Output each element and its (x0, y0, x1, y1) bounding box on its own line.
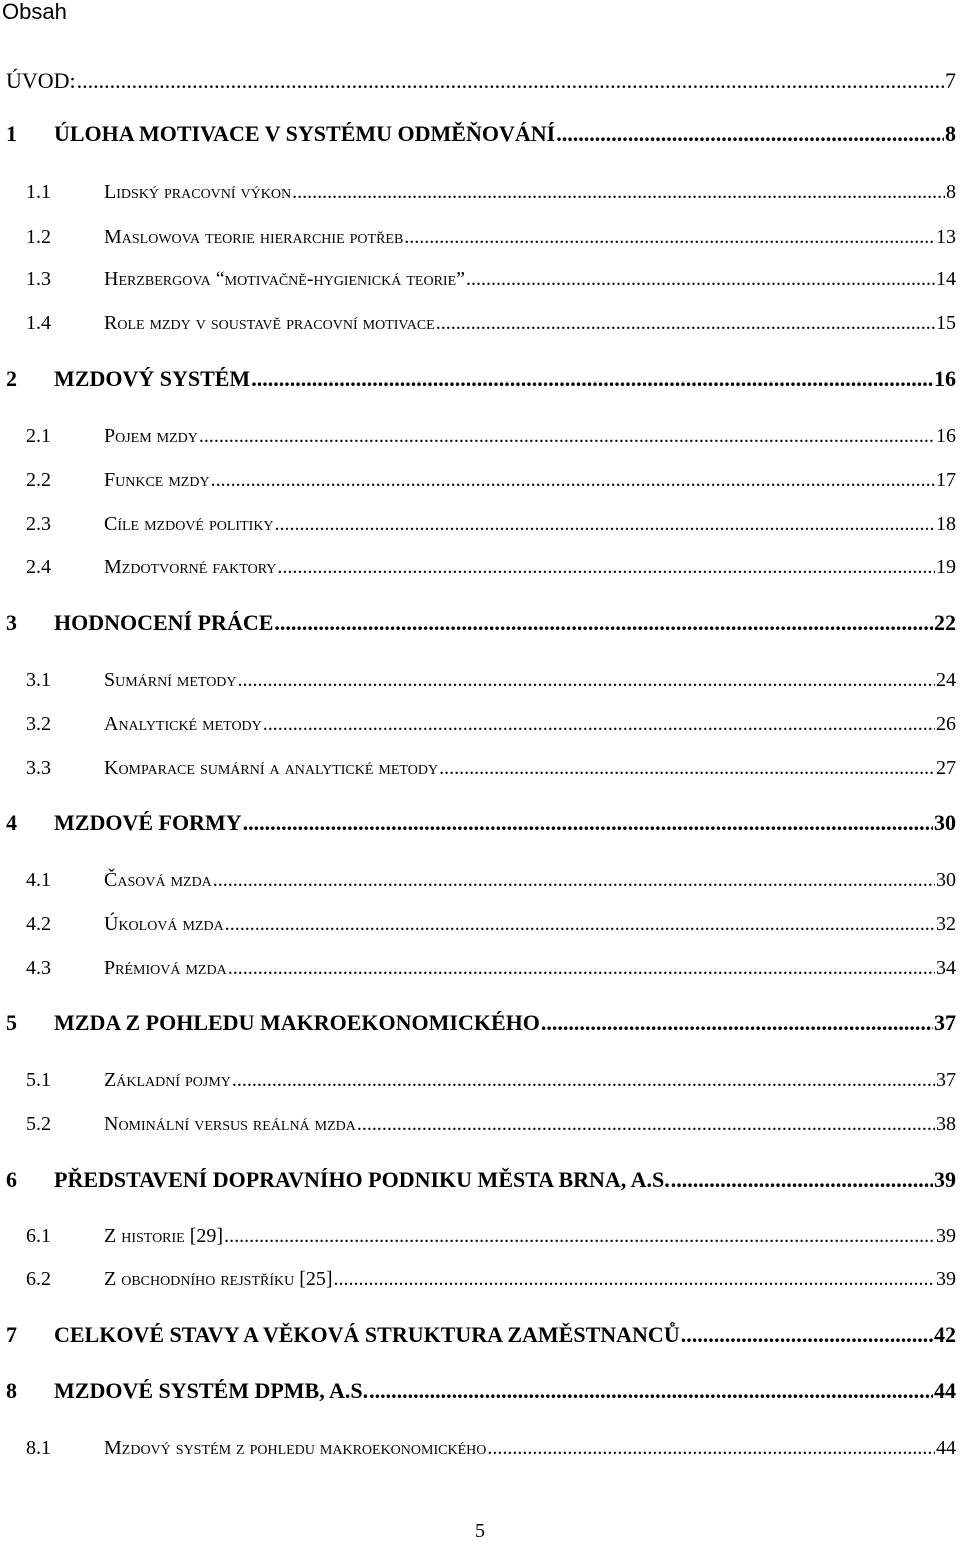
toc-entry-title: Maslowova teorie hierarchie potřeb (104, 226, 404, 248)
dot-leader (671, 1165, 933, 1195)
toc-entry-page: 39 (936, 1225, 956, 1247)
toc-entry-number: 8.1 (26, 1437, 51, 1459)
toc-entry-number: 5 (6, 1010, 17, 1035)
toc-entry-title: Mzdotvorné faktory (104, 556, 277, 578)
dot-leader (466, 265, 935, 293)
toc-entry-page: 19 (936, 556, 956, 578)
toc-entry-page: 44 (934, 1378, 956, 1403)
toc-entry-number: 1 (6, 121, 17, 146)
toc-entry-number: 5.2 (26, 1113, 51, 1135)
toc-entry-3-3[interactable] (0, 754, 956, 782)
toc-entry-title: Z obchodního rejstříku [25] (104, 1268, 333, 1290)
toc-entry-title: ÚLOHA MOTIVACE V SYSTÉMU ODMĚŇOVÁNÍ (54, 121, 556, 146)
dot-leader (243, 808, 933, 838)
toc-entry-title: Pojem mzdy (104, 425, 198, 447)
toc-entry-page: 39 (934, 1167, 956, 1192)
dot-leader (681, 1320, 933, 1350)
toc-entry-title: MZDOVÝ SYSTÉM (54, 366, 251, 391)
toc-entry-title: HODNOCENÍ PRÁCE (54, 610, 274, 635)
toc-entry-page: 15 (936, 312, 956, 334)
page-number: 5 (475, 1520, 485, 1542)
toc-entry-page: 39 (936, 1268, 956, 1290)
toc-entry-page: 37 (934, 1010, 956, 1035)
toc-entry-title: PŘEDSTAVENÍ DOPRAVNÍHO PODNIKU MĚSTA BRNA, A.S. (54, 1167, 670, 1192)
toc-entry-title: Role mzdy v soustavě pracovní motivace (104, 312, 435, 334)
dot-leader (224, 1222, 935, 1250)
toc-entry-number: 5.1 (26, 1069, 51, 1091)
toc-entry-page: 26 (936, 713, 956, 735)
dot-leader (334, 1265, 935, 1293)
dot-leader (77, 66, 944, 96)
toc-entry-page: 18 (936, 513, 956, 535)
toc-entry-page: 16 (936, 425, 956, 447)
dot-leader (228, 954, 935, 982)
toc-entry-number: 6.1 (26, 1225, 51, 1247)
dot-leader (404, 223, 935, 251)
toc-entry-page: 14 (936, 268, 956, 290)
toc-entry-title: Sumární metody (104, 669, 237, 691)
toc-entry-number: 4 (6, 810, 17, 835)
toc-entry-title: Základní pojmy (104, 1069, 231, 1091)
toc-entry-5-1[interactable] (0, 1066, 956, 1094)
toc-entry-1-2[interactable] (0, 223, 956, 251)
dot-leader (263, 710, 935, 738)
toc-entry-3[interactable] (0, 608, 956, 638)
toc-entry-number: 4.2 (26, 913, 51, 935)
toc-entry-page: 8 (945, 121, 956, 146)
toc-entry-1-4[interactable] (0, 309, 956, 337)
dot-leader (487, 1434, 935, 1462)
dot-leader (275, 510, 935, 538)
toc-entry-title: MZDA Z POHLEDU MAKROEKONOMICKÉHO (54, 1010, 540, 1035)
toc-entry-page: 22 (934, 610, 956, 635)
toc-entry-7[interactable] (0, 1320, 956, 1350)
toc-entry-page: 16 (934, 366, 956, 391)
toc-entry-number: 2.1 (26, 425, 51, 447)
toc-entry-5-2[interactable] (0, 1110, 956, 1138)
toc-entry-6[interactable] (0, 1165, 956, 1195)
toc-entry-title: Funkce mzdy (104, 469, 210, 491)
toc-entry-page: 34 (936, 957, 956, 979)
toc-entry-title: MZDOVÉ SYSTÉM DPMB, A.S. (54, 1378, 369, 1403)
toc-entry-title: Herzbergova “motivačně-hygienická teorie” (104, 268, 465, 290)
toc-entry-page: 27 (936, 757, 956, 779)
toc-entry-page: 17 (936, 469, 956, 491)
toc-entry-1-3[interactable] (0, 265, 956, 293)
dot-leader (292, 178, 945, 206)
toc-entry-number: 3.3 (26, 757, 51, 779)
toc-entry-title: Z historie [29] (104, 1225, 224, 1247)
toc-entry-title: Časová mzda (104, 869, 212, 891)
toc-entry-page: 30 (936, 869, 956, 891)
toc-entry-page: 37 (936, 1069, 956, 1091)
toc-entry-title: MZDOVÉ FORMY (54, 810, 242, 835)
toc-entry-number: 2 (6, 366, 17, 391)
toc-entry-page: 8 (946, 181, 956, 203)
toc-entry-title: Prémiová mzda (104, 957, 227, 979)
dot-leader (436, 309, 935, 337)
dot-leader (274, 608, 933, 638)
toc-entry-number: 7 (6, 1322, 17, 1347)
toc-entry-number: 2.4 (26, 556, 51, 578)
toc-entry-title: ÚVOD: (6, 68, 76, 93)
toc-entry-title: Nominální versus reálná mzda (104, 1113, 356, 1135)
toc-entry-number: 4.3 (26, 957, 51, 979)
toc-entry-title: Lidský pracovní výkon (104, 181, 292, 203)
toc-entry-page: 44 (936, 1437, 956, 1459)
toc-entry-number: 6 (6, 1167, 17, 1192)
dot-leader (251, 364, 933, 394)
toc-entry-8-1[interactable] (0, 1434, 956, 1462)
toc-entry-6-2[interactable] (0, 1265, 956, 1293)
dot-leader (199, 422, 935, 450)
toc-entry-page: 42 (934, 1322, 956, 1347)
dot-leader (439, 754, 935, 782)
toc-entry-title: Mzdový systém z pohledu makroekonomického (104, 1437, 487, 1459)
toc-entry-page: 32 (936, 913, 956, 935)
dot-leader (357, 1110, 935, 1138)
toc-entry-page: 38 (936, 1113, 956, 1135)
toc-entry-title: Komparace sumární a analytické metody (104, 757, 439, 779)
toc-entry-4-1[interactable] (0, 866, 956, 894)
toc-heading: Obsah (2, 0, 67, 24)
dot-leader (238, 666, 935, 694)
toc-entry-title: Cíle mzdové politiky (104, 513, 274, 535)
toc-entry-number: 2.2 (26, 469, 51, 491)
toc-entry-number: 2.3 (26, 513, 51, 535)
toc-entry-8[interactable] (0, 1376, 956, 1406)
toc-entry-5[interactable] (0, 1008, 956, 1038)
toc-entry-1[interactable] (0, 119, 956, 149)
toc-entry-4[interactable] (0, 808, 956, 838)
toc-entry-2-3[interactable] (0, 510, 956, 538)
dot-leader (277, 553, 935, 581)
toc-entry-number: 1.3 (26, 268, 51, 290)
toc-entry-page: 30 (934, 810, 956, 835)
toc-entry-number: 8 (6, 1378, 17, 1403)
toc-entry-number: 3.2 (26, 713, 51, 735)
toc-entry-4-3[interactable] (0, 954, 956, 982)
toc-entry-uvod[interactable] (0, 66, 956, 96)
toc-entry-page: 7 (945, 68, 956, 93)
toc-entry-3-1[interactable] (0, 666, 956, 694)
toc-entry-number: 3.1 (26, 669, 51, 691)
toc-entry-title: Analytické metody (104, 713, 262, 735)
dot-leader (232, 1066, 935, 1094)
toc-entry-number: 6.2 (26, 1268, 51, 1290)
dot-leader (541, 1008, 933, 1038)
toc-entry-2-2[interactable] (0, 466, 956, 494)
toc-entry-number: 1.1 (26, 181, 51, 203)
toc-entry-6-1[interactable] (0, 1222, 956, 1250)
dot-leader (225, 910, 935, 938)
toc-entry-number: 3 (6, 610, 17, 635)
dot-leader (213, 866, 935, 894)
toc-entry-2-4[interactable] (0, 553, 956, 581)
toc-entry-3-2[interactable] (0, 710, 956, 738)
toc-entry-2-1[interactable] (0, 422, 956, 450)
toc-entry-page: 24 (936, 669, 956, 691)
toc-entry-2[interactable] (0, 364, 956, 394)
toc-entry-number: 1.2 (26, 226, 51, 248)
toc-entry-page: 13 (936, 226, 956, 248)
dot-leader (369, 1376, 933, 1406)
toc-entry-number: 1.4 (26, 312, 51, 334)
toc-entry-1-1[interactable] (0, 178, 956, 206)
dot-leader (211, 466, 935, 494)
toc-entry-title: CELKOVÉ STAVY A VĚKOVÁ STRUKTURA ZAMĚSTNANCŮ (54, 1322, 680, 1347)
toc-entry-number: 4.1 (26, 869, 51, 891)
dot-leader (556, 119, 944, 149)
toc-entry-title: Úkolová mzda (104, 913, 224, 935)
toc-entry-4-2[interactable] (0, 910, 956, 938)
